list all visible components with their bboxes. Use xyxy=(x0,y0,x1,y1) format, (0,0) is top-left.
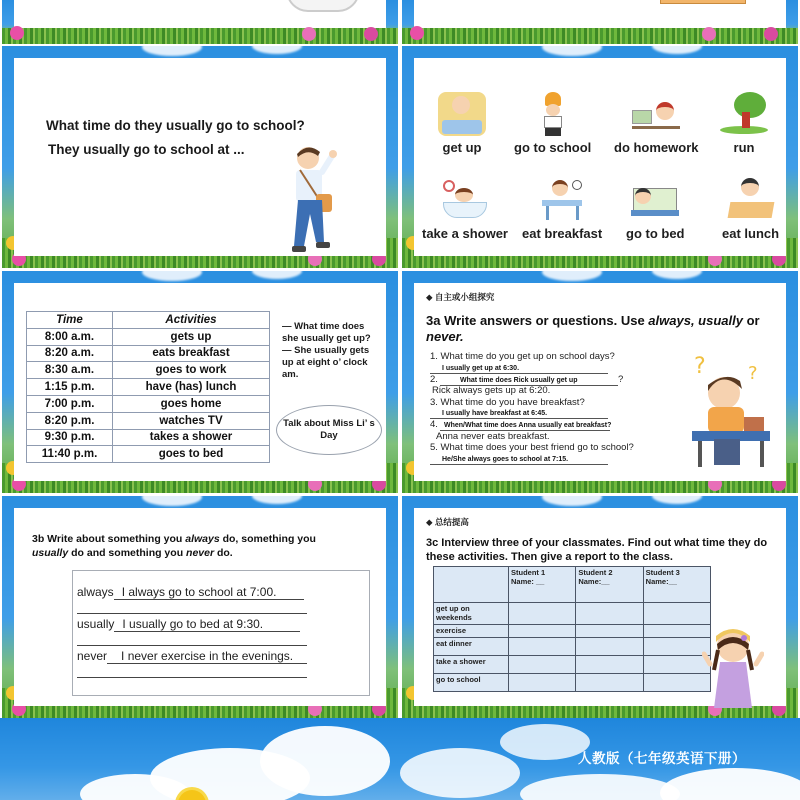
table-row: 8:20 p.m. watches TV xyxy=(27,412,270,429)
activity-card: go to school xyxy=(514,92,591,155)
question-list: 1. What time do you get up on school days? I usually get up at 6:30. 2. What time does Rick usually get up ? Rick always gets up at 6:20. 3. What time do you have breakfast? I usually have breakfast at 6:45. 4. When/What time does Anna usually eat breakfast? Anna never eats breakfast. 5. What time does your best friend go to school? He/She always goes to school at 7:15. xyxy=(430,351,634,463)
activity-card: run xyxy=(720,92,768,155)
cloud-decoration xyxy=(252,496,302,504)
flower-icon xyxy=(764,27,778,41)
boy-with-backpack-icon xyxy=(529,92,577,136)
cloud-decoration xyxy=(400,748,520,798)
cloud-decoration xyxy=(652,271,702,279)
exercise-title: 3b Write about something you always do, something you usually do and something you never do. xyxy=(32,533,316,559)
section-tag: ◆ 总结提高 xyxy=(426,517,469,527)
cover-banner xyxy=(0,718,800,800)
table-row: 9:30 p.m. takes a shower xyxy=(27,429,270,446)
running-under-tree-icon xyxy=(720,92,768,136)
girl-in-bed-icon xyxy=(438,92,486,136)
grass-decoration xyxy=(402,28,798,44)
writing-line-usually: usually I usually go to bed at 9:30. xyxy=(77,617,300,632)
table-row: 11:40 p.m. goes to bed xyxy=(27,446,270,463)
answer-line: I usually get up at 6:30. xyxy=(430,363,608,374)
table-row: get up on weekends xyxy=(434,603,711,625)
column-header-student-1: Student 1 Name: __ xyxy=(509,567,576,603)
blank-line xyxy=(77,645,307,646)
blank-line xyxy=(77,677,307,678)
answer-text: They usually go to school at ... xyxy=(48,142,245,157)
cloud-decoration xyxy=(252,46,302,54)
answer-line: When/What time does Anna usually eat breakfast? xyxy=(440,420,610,431)
dialog-answer: — She usually gets up at eight o’ clock am. xyxy=(282,345,370,380)
slide-thumb-exercise-3c[interactable] xyxy=(402,496,798,718)
cloud-decoration xyxy=(142,46,202,56)
exercise-title: 3a Write answers or questions. Use always, usually or never. xyxy=(426,313,760,344)
table-row: 7:00 p.m. goes home xyxy=(27,395,270,412)
svg-text:?: ? xyxy=(748,363,758,384)
exercise-title: 3c Interview three of your classmates. Find out what time they do these activities. Then give a report to the class. xyxy=(426,537,768,563)
writing-box xyxy=(72,570,370,696)
slide-panel xyxy=(14,508,386,706)
boy-at-table-icon xyxy=(538,178,586,222)
column-header-time: Time xyxy=(27,312,113,329)
slide-thumb-partial-left[interactable] xyxy=(2,0,398,44)
slide-thumb-schedule[interactable] xyxy=(2,271,398,493)
teacup-illustration-icon xyxy=(286,0,360,12)
orange-card-illustration-icon xyxy=(660,0,746,4)
cloud-decoration xyxy=(520,774,680,800)
flower-icon xyxy=(302,27,316,41)
cloud-decoration xyxy=(652,496,702,504)
dialog-example xyxy=(282,321,382,381)
answer-line: What time does Rick usually get up xyxy=(440,375,618,386)
cloud-decoration xyxy=(542,271,602,281)
schedule-table xyxy=(26,311,270,463)
table-row: exercise xyxy=(434,625,711,638)
slide-panel xyxy=(414,508,786,706)
section-tag: ◆ 自主或小组探究 xyxy=(426,292,495,302)
cloud-decoration xyxy=(142,496,202,506)
answer-line: He/She always goes to school at 7:15. xyxy=(430,454,608,465)
slide-thumb-exercise-3a[interactable] xyxy=(402,271,798,493)
cloud-decoration xyxy=(652,46,702,54)
activity-card: go to bed xyxy=(626,178,685,241)
table-row: 1:15 p.m. have (has) lunch xyxy=(27,379,270,396)
slide-thumb-partial-right[interactable] xyxy=(402,0,798,44)
talk-about-oval: Talk about Miss Li’ s Day xyxy=(276,405,382,455)
activity-card: get up xyxy=(438,92,486,155)
flower-icon xyxy=(410,26,424,40)
table-row: eat dinner xyxy=(434,638,711,656)
slide-thumb-exercise-3b[interactable] xyxy=(2,496,398,718)
thinking-boy-at-desk-icon xyxy=(686,351,776,471)
waving-girl-icon xyxy=(702,620,764,714)
interview-table xyxy=(433,566,711,692)
slide-panel xyxy=(14,283,386,481)
slide-panel xyxy=(414,58,786,256)
grass-decoration xyxy=(2,28,398,44)
table-row: 8:30 a.m. goes to work xyxy=(27,362,270,379)
table-row: take a shower xyxy=(434,656,711,674)
slide-panel xyxy=(14,58,386,256)
answer-line: I usually have breakfast at 6:45. xyxy=(430,408,608,419)
question-text: What time do they usually go to school? xyxy=(46,118,305,133)
cloud-decoration xyxy=(660,768,800,800)
cloud-decoration xyxy=(542,46,602,56)
activity-card: eat lunch xyxy=(722,178,779,241)
table-row: 8:20 a.m. eats breakfast xyxy=(27,345,270,362)
flower-icon xyxy=(702,27,716,41)
cloud-decoration xyxy=(500,724,590,760)
activity-card: take a shower xyxy=(422,178,508,241)
table-row: go to school xyxy=(434,674,711,692)
activity-card: do homework xyxy=(614,92,699,155)
table-header-row xyxy=(434,567,711,603)
table-row: 8:00 a.m. gets up xyxy=(27,328,270,345)
dialog-question: — What time does she usually get up? xyxy=(282,321,371,344)
column-header-student-2: Student 2 Name:__ xyxy=(576,567,643,603)
cloud-decoration xyxy=(142,271,202,281)
cloud-decoration xyxy=(252,271,302,279)
column-header-student-3: Student 3 Name:__ xyxy=(643,567,710,603)
slide-thumb-question[interactable] xyxy=(2,46,398,268)
sleeping-child-icon xyxy=(631,178,679,222)
column-header-activities: Activities xyxy=(113,312,270,329)
table-header-row xyxy=(27,312,270,329)
bathtub-icon xyxy=(441,178,489,222)
slide-panel xyxy=(14,0,386,30)
flower-icon xyxy=(364,27,378,41)
cloud-decoration xyxy=(542,496,602,506)
banner-title: 人教版（七年级英语下册） xyxy=(578,751,746,766)
cloud-decoration xyxy=(260,726,390,796)
boy-studying-icon xyxy=(632,92,680,136)
blank-line xyxy=(77,613,307,614)
svg-text:?: ? xyxy=(694,354,706,379)
flower-icon xyxy=(10,26,24,40)
writing-line-always: always I always go to school at 7:00. xyxy=(77,585,304,600)
boy-eating-icon xyxy=(727,178,775,222)
slide-thumb-activities[interactable] xyxy=(402,46,798,268)
slide-panel xyxy=(414,0,786,30)
slide-panel xyxy=(414,283,786,481)
activity-card: eat breakfast xyxy=(522,178,602,241)
writing-line-never: never I never exercise in the evenings. xyxy=(77,649,307,664)
schoolboy-walking-icon xyxy=(278,142,348,260)
